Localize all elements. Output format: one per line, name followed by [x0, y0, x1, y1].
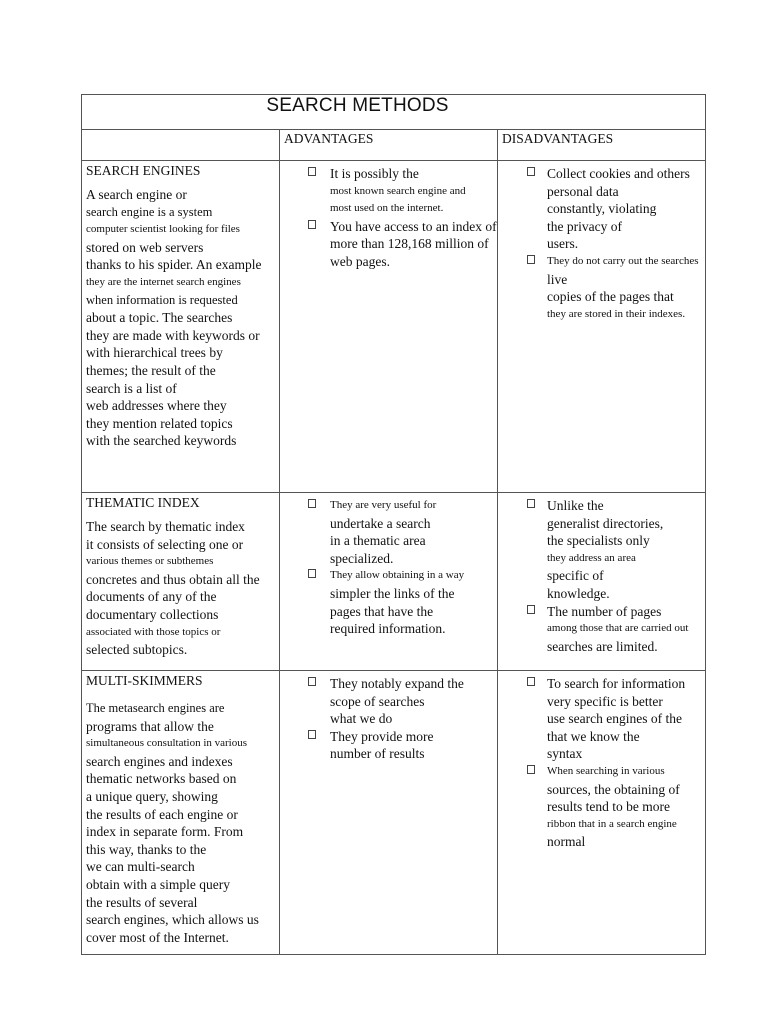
text-line: they mention related topics [86, 415, 233, 431]
table-body [82, 161, 706, 955]
disadvantage-item [547, 675, 705, 763]
text-line: When searching in various [547, 764, 665, 777]
header-row [82, 130, 706, 161]
text-line: cover most of the Internet. [86, 929, 229, 945]
text-line: searches are limited. [547, 638, 658, 654]
method-description [86, 518, 275, 659]
bullet-box-icon [308, 569, 316, 578]
text-line: Unlike the [547, 498, 604, 513]
text-line: web pages. [330, 253, 390, 269]
advantage-item [330, 567, 497, 637]
bullet-box-icon [308, 730, 316, 739]
text-line: They do not carry out the searches [547, 254, 699, 267]
bullet-box-icon [527, 765, 535, 774]
text-line: Collect cookies and others [547, 166, 690, 181]
text-line: copies of the pages that [547, 289, 674, 305]
bullet-box-icon [308, 220, 316, 229]
text-line: a unique query, showing [86, 788, 218, 804]
disadvantage-item [547, 603, 705, 656]
table-row [82, 161, 706, 493]
text-line: the results of several [86, 894, 198, 910]
text-line: They allow obtaining in a way [330, 569, 465, 582]
method-name: SEARCH ENGINES [86, 163, 201, 178]
text-line: documents of any of the [86, 589, 217, 605]
text-line: stored on web servers [86, 239, 204, 255]
text-line: what we do [330, 711, 393, 727]
text-line: various themes or subthemes [86, 555, 214, 568]
header-blank [82, 130, 280, 161]
text-line: specialized. [330, 550, 394, 566]
disadvantages-cell [498, 493, 706, 671]
text-line: They provide more [330, 728, 434, 744]
text-line: personal data [547, 183, 619, 199]
text-line: it consists of selecting one or [86, 536, 244, 552]
text-line: web addresses where they [86, 398, 227, 414]
text-line: A search engine or [86, 187, 187, 202]
advantages-list [280, 671, 497, 763]
text-line: most used on the internet. [330, 202, 444, 215]
text-line: live [547, 271, 568, 287]
text-line: number of results [330, 746, 425, 762]
title-cell [82, 95, 706, 130]
text-line: They are very useful for [330, 499, 437, 511]
text-line: search engine is a system [86, 204, 213, 219]
text-line: the privacy of [547, 218, 622, 234]
text-line: with the searched keywords [86, 433, 237, 449]
text-line: pages that have the [330, 603, 434, 619]
text-line: thanks to his spider. An example [86, 257, 262, 273]
bullet-box-icon [308, 499, 316, 508]
advantages-cell [280, 671, 498, 955]
text-line: the specialists only [547, 533, 650, 549]
text-line: programs that allow the [86, 718, 214, 734]
text-line: we can multi-search [86, 859, 195, 875]
text-line: knowledge. [547, 585, 610, 601]
method-cell [82, 161, 280, 493]
advantages-cell [280, 161, 498, 493]
text-line: scope of searches [330, 693, 425, 709]
text-line: thematic networks based on [86, 771, 237, 787]
method-name: THEMATIC INDEX [86, 495, 200, 510]
method-cell [82, 493, 280, 671]
header-advantages: ADVANTAGES [280, 130, 498, 161]
text-line: simpler the links of the [330, 585, 455, 601]
advantages-list [280, 161, 497, 271]
text-line: with hierarchical trees by [86, 345, 223, 361]
table-row [82, 493, 706, 671]
text-line: concretes and thus obtain all the [86, 571, 260, 587]
bullet-box-icon [527, 677, 535, 686]
text-line: most known search engine and [330, 184, 466, 197]
text-line: users. [547, 236, 579, 252]
advantage-item [330, 497, 497, 567]
text-line: ribbon that in a search engine [547, 817, 677, 830]
advantage-item [330, 675, 497, 728]
text-line: obtain with a simple query [86, 876, 230, 892]
text-line: they are stored in their indexes. [547, 307, 686, 320]
title-row [82, 95, 706, 130]
bullet-box-icon [527, 167, 535, 176]
text-line: they are made with keywords or [86, 327, 260, 343]
disadvantage-item [547, 763, 705, 851]
disadvantages-cell [498, 161, 706, 493]
text-line: required information. [330, 621, 446, 637]
text-line: that we know the [547, 728, 640, 744]
text-line: The search by thematic index [86, 519, 245, 534]
method-description [86, 186, 275, 450]
method-description [86, 696, 275, 946]
bullet-box-icon [308, 677, 316, 686]
table-row [82, 671, 706, 955]
advantages-cell [280, 493, 498, 671]
disadvantage-item [547, 165, 705, 253]
page-title: SEARCH METHODS [266, 95, 449, 116]
text-line: this way, thanks to the [86, 841, 207, 857]
disadvantage-item [547, 253, 705, 323]
text-line: The number of pages [547, 603, 662, 619]
disadvantages-cell [498, 671, 706, 955]
text-line: search is a list of [86, 380, 177, 396]
advantage-item [330, 218, 497, 271]
text-line: syntax [547, 746, 583, 762]
disadvantage-item [547, 497, 705, 603]
text-line: use search engines of the [547, 711, 682, 727]
text-line: selected subtopics. [86, 642, 188, 658]
text-line: they are the internet search engines [86, 275, 241, 288]
text-line: sources, the obtaining of [547, 781, 680, 797]
text-line: simultaneous consultation in various [86, 737, 248, 750]
text-line: index in separate form. From [86, 824, 244, 840]
text-line: computer scientist looking for files [86, 223, 240, 236]
text-line: To search for information [547, 676, 686, 691]
text-line: they address an area [547, 551, 636, 564]
advantage-item [330, 728, 497, 763]
text-line: search engines and indexes [86, 753, 233, 769]
bullet-box-icon [527, 499, 535, 508]
text-line: documentary collections [86, 606, 219, 622]
text-line: about a topic. The searches [86, 310, 233, 326]
disadvantages-list [498, 161, 705, 323]
method-cell [82, 671, 280, 955]
text-line: themes; the result of the [86, 362, 216, 378]
text-line: associated with those topics or [86, 625, 221, 638]
text-line: in a thematic area [330, 533, 426, 549]
text-line: results tend to be more [547, 799, 670, 815]
text-line: specific of [547, 568, 604, 584]
text-line: among those that are carried out [547, 622, 689, 635]
bullet-box-icon [308, 167, 316, 176]
disadvantages-list [498, 493, 705, 655]
bullet-box-icon [527, 605, 535, 614]
advantage-item [330, 165, 497, 218]
text-line: the results of each engine or [86, 806, 238, 822]
text-line: The metasearch engines are [86, 701, 225, 715]
header-disadvantages: DISADVANTAGES [498, 130, 706, 161]
text-line: You have access to an index of [330, 218, 497, 234]
advantages-list [280, 493, 497, 638]
text-line: when information is requested [86, 292, 238, 307]
text-line: very specific is better [547, 693, 663, 709]
method-name: MULTI-SKIMMERS [86, 673, 203, 688]
text-line: normal [547, 834, 586, 850]
search-methods-table [81, 94, 706, 955]
text-line: more than 128,168 million of [330, 236, 489, 252]
text-line: It is possibly the [330, 166, 419, 181]
text-line: undertake a search [330, 515, 431, 531]
bullet-box-icon [527, 255, 535, 264]
disadvantages-list [498, 671, 705, 851]
text-line: generalist directories, [547, 515, 664, 531]
text-line: constantly, violating [547, 201, 657, 217]
text-line: search engines, which allows us [86, 912, 259, 928]
text-line: They notably expand the [330, 676, 464, 691]
